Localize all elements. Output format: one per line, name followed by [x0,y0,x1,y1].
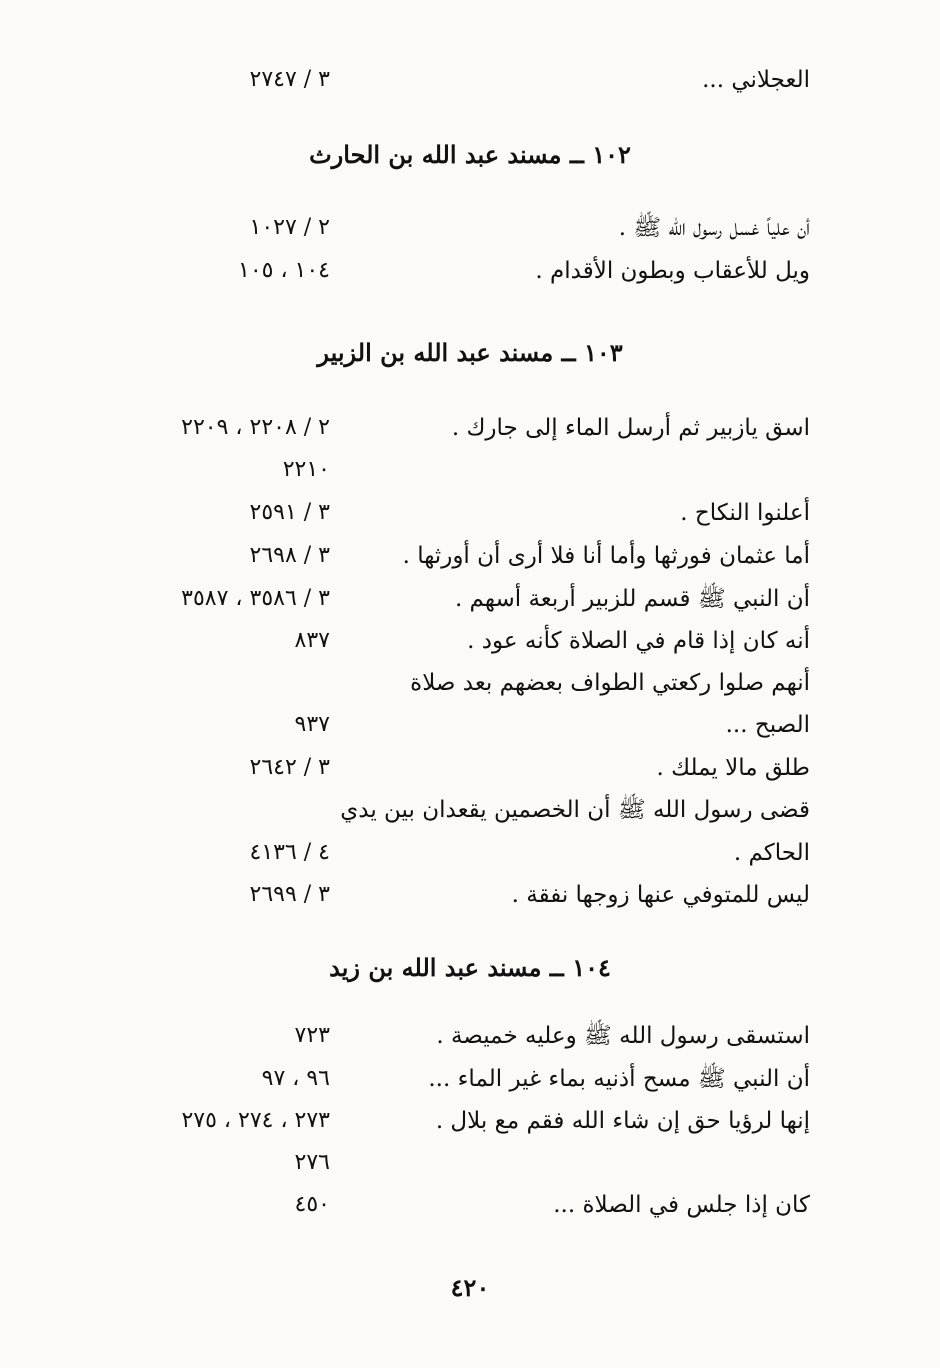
entry-text: استسقى رسول الله ﷺ وعليه خميصة . [436,1023,810,1049]
entry-line [120,208,820,248]
entry-text: أعلنوا النكاح . [680,500,810,526]
entry-ref: ٣ / ٢٦٩٩ [249,882,330,907]
entry-text: أن النبي ﷺ قسم للزبير أربعة أسهم . [454,586,810,612]
entry-text: قضى رسول الله ﷺ أن الخصمين يقعدان بين يدي [340,797,810,823]
section-heading: ١٠٤ ــ مسند عبد الله بن زيد [329,953,611,982]
entry-ref: ٤٥٠ [294,1192,330,1217]
entry-text: الحاكم . [733,840,810,866]
entry-ref: ٢٢١٠ [282,457,330,482]
entry-text: اسق يازبير ثم أرسل الماء إلى جارك . [451,415,810,441]
entry-line [120,790,820,830]
entry-text: أن علياً غسل رسول الله ﷺ . [618,215,810,241]
entry-ref: ٣ / ٢٥٩١ [249,500,330,525]
entry-line [120,408,820,448]
entry-ref: ٢ / ١٠٢٧ [249,215,330,240]
entry-line [120,1059,820,1099]
entry-line [120,875,820,915]
header-ref: ٣ / ٢٧٤٧ [249,67,330,92]
entry-line [120,833,820,873]
entry-line [120,450,820,490]
entry-line [120,251,820,291]
entry-ref: ٢ / ٢٢٠٨ ، ٢٢٠٩ [181,415,330,440]
entry-text: كان إذا جلس في الصلاة ... [553,1192,810,1218]
entry-line [120,663,820,703]
entry-line [120,1016,820,1056]
page-number: ٤٢٠ [450,1273,490,1302]
entry-text: أما عثمان فورثها وأما أنا فلا أرى أن أورثها . [402,543,810,569]
entry-text: أنهم صلوا ركعتي الطواف بعضهم بعد صلاة [410,670,810,696]
entry-ref: ٣ / ٢٦٩٨ [249,543,330,568]
entry-ref: ٣ / ٢٦٤٢ [249,755,330,780]
entry-ref: ٩٦ ، ٩٧ [261,1066,330,1091]
entry-line [120,536,820,576]
entry-ref: ٣ / ٣٥٨٦ ، ٣٥٨٧ [181,586,330,611]
entry-line [120,1185,820,1225]
entry-text: أن النبي ﷺ مسح أذنيه بماء غير الماء ... [428,1066,810,1092]
entry-ref: ٧٢٣ [294,1023,330,1048]
section-heading: ١٠٣ ــ مسند عبد الله بن الزبير [317,338,623,367]
header-line [120,60,820,100]
header-text: العجلاني ... [702,67,810,93]
entry-text: أنه كان إذا قام في الصلاة كأنه عود . [467,628,810,654]
entry-line [120,1101,820,1141]
entry-text: ليس للمتوفي عنها زوجها نفقة . [511,882,810,908]
entry-ref: ٩٣٧ [294,712,330,737]
entry-line [120,748,820,788]
entry-ref: ١٠٤ ، ١٠٥ [238,258,330,283]
entry-ref: ٢٧٦ [294,1150,330,1175]
entry-text: طلق مالا يملك . [656,755,810,781]
entry-ref: ٢٧٣ ، ٢٧٤ ، ٢٧٥ [181,1108,330,1133]
entry-text: ويل للأعقاب وبطون الأقدام . [535,258,810,284]
entry-text: إنها لرؤيا حق إن شاء الله فقم مع بلال . [435,1108,810,1134]
entry-line [120,621,820,661]
entry-text: الصبح ... [725,712,810,738]
entry-line [120,1143,820,1183]
section-heading: ١٠٢ ــ مسند عبد الله بن الحارث [309,140,631,169]
entry-line [120,705,820,745]
entry-line [120,579,820,619]
entry-line [120,493,820,533]
entry-ref: ٨٣٧ [294,628,330,653]
entry-ref: ٤ / ٤١٣٦ [249,840,330,865]
